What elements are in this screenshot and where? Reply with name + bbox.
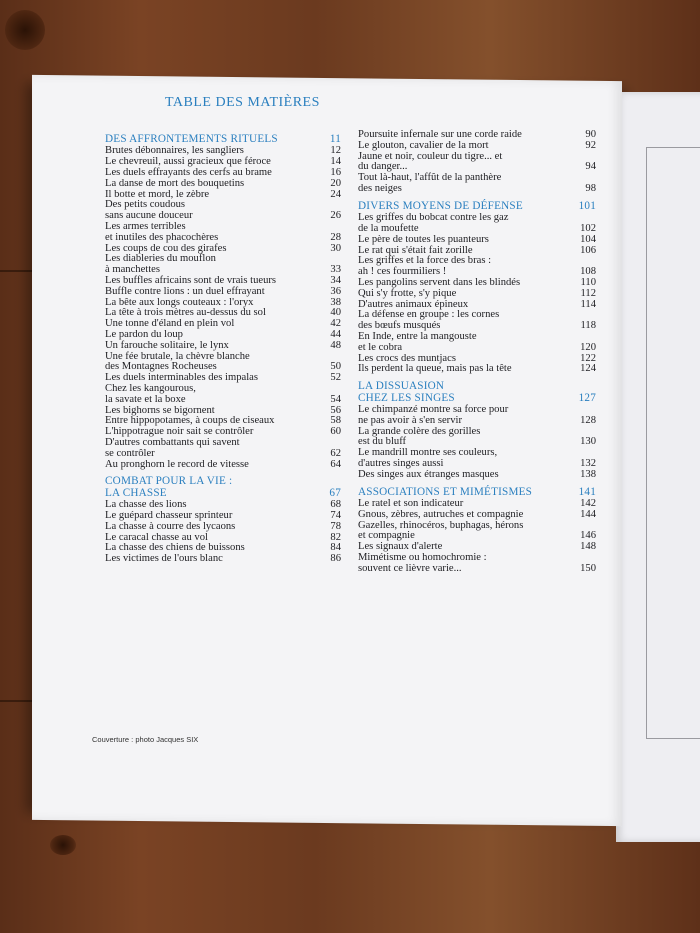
toc-entry-title: Les diableries du mouflon à manchettes — [105, 253, 216, 276]
toc-right-column — [358, 130, 596, 575]
toc-entry-title: Des petits coudous sans aucune douceur — [105, 199, 193, 222]
toc-entry-title: Les coups de cou des girafes — [105, 242, 227, 254]
toc-page-number: 128 — [580, 414, 596, 426]
toc-entry — [358, 521, 596, 543]
toc-section-heading — [358, 487, 596, 498]
toc-page-number: 101 — [578, 199, 596, 212]
toc-entry-title: Le pardon du loup — [105, 328, 183, 340]
toc-page-number: 50 — [330, 361, 341, 373]
toc-entry-title: Les griffes et la force des bras : ah ! ces fourmiliers ! — [358, 255, 492, 278]
toc-entry — [105, 384, 341, 406]
toc-page-number: 110 — [580, 276, 596, 288]
toc-page-number: 82 — [330, 531, 341, 543]
wood-knot — [5, 10, 45, 50]
toc-entry-title: Brutes débonnaires, les sangliers — [105, 145, 244, 157]
toc-entry-title: Le glouton, cavalier de la mort — [358, 139, 489, 151]
toc-page-number: 68 — [330, 499, 341, 511]
toc-entry-title: Les griffes du bobcat contre les gaz de la moufette — [358, 212, 509, 234]
toc-section-title: ASSOCIATIONS ET MIMÉTISMES — [358, 485, 533, 498]
toc-entry-title: Les armes terribles et inutiles des phacochères — [105, 221, 219, 243]
toc-page-number: 33 — [330, 264, 341, 276]
toc-entry — [358, 364, 596, 375]
toc-entry-title: La grande colère des gorilles est du bluff — [358, 425, 481, 448]
toc-entry — [358, 553, 596, 575]
toc-entry-title: Le père de toutes les puanteurs — [358, 233, 489, 245]
toc-entry-title: Les duels effrayants des cerfs au brame — [105, 167, 272, 179]
toc-entry — [105, 200, 341, 222]
toc-entry-title: Entre hippopotames, à coups de ciseaux — [105, 415, 275, 427]
toc-entry — [358, 173, 596, 195]
toc-entry-title: Les signaux d'alerte — [358, 541, 443, 553]
toc-page-number: 144 — [580, 508, 596, 520]
toc-entry-title: Le chimpanzé montre sa force pour ne pas avoir à s'en servir — [358, 404, 509, 426]
toc-page-number: 14 — [330, 156, 341, 168]
toc-entry-title: Qui s'y frotte, s'y pique — [358, 287, 457, 299]
toc-page-number: 58 — [330, 415, 341, 427]
toc-page-number: 48 — [330, 339, 341, 351]
toc-entry-title: La bête aux longs couteaux : l'oryx — [105, 296, 254, 308]
toc-page-number: 64 — [330, 458, 341, 470]
toc-entry-title: Les duels interminables des impalas — [105, 372, 258, 384]
toc-page-number: 36 — [330, 285, 341, 297]
toc-page-number: 40 — [330, 307, 341, 319]
toc-page-number: 138 — [580, 468, 596, 480]
toc-page-number: 120 — [580, 341, 596, 353]
toc-page-number: 90 — [585, 129, 596, 140]
toc-page-number: 94 — [585, 161, 596, 173]
toc-entry — [105, 222, 341, 244]
facing-page-frame — [646, 147, 700, 739]
toc-entry-title: Des singes aux étranges masques — [358, 468, 499, 480]
toc-entry-title: Un farouche solitaire, le lynx — [105, 339, 229, 351]
toc-entry-title: Les victimes de l'ours blanc — [105, 553, 223, 565]
toc-page-number: 127 — [578, 391, 596, 404]
toc-entry-title: Le ratel et son indicateur — [358, 498, 464, 509]
toc-page-number: 84 — [330, 542, 341, 554]
toc-entry-title: La tête à trois mètres au-dessus du sol — [105, 307, 266, 319]
toc-page-number: 42 — [330, 318, 341, 330]
toc-title: TABLE DES MATIÈRES — [165, 95, 320, 110]
toc-page-number: 30 — [330, 242, 341, 254]
toc-page-number: 141 — [578, 485, 596, 498]
toc-entry-title: La danse de mort des bouquetins — [105, 177, 245, 189]
toc-page-number: 56 — [330, 404, 341, 416]
toc-section-title: DES AFFRONTEMENTS RITUELS — [105, 133, 278, 145]
toc-entry — [358, 470, 596, 481]
toc-page-number: 130 — [580, 436, 596, 448]
toc-entry-title: Une tonne d'éland en plein vol — [105, 318, 235, 330]
toc-entry — [105, 352, 341, 374]
toc-entry-title: Le caracal chasse au vol — [105, 531, 208, 543]
toc-page-number: 16 — [330, 167, 341, 179]
toc-entry-title: Il botte et mord, le zèbre — [105, 188, 210, 200]
toc-section-heading — [105, 134, 341, 145]
toc-entry-title: Les pangolins servent dans les blindés — [358, 276, 521, 288]
toc-page-number: 28 — [330, 231, 341, 243]
toc-section-title: COMBAT POUR LA VIE : LA CHASSE — [105, 475, 233, 499]
toc-entry — [358, 235, 596, 246]
toc-entry-title: Tout là-haut, l'affût de la panthère des neiges — [358, 172, 502, 194]
toc-entry — [358, 332, 596, 354]
toc-entry — [105, 522, 341, 533]
toc-entry — [105, 287, 341, 298]
toc-entry — [105, 438, 341, 460]
toc-entry-title: Le mandrill montre ses couleurs, d'autres singes aussi — [358, 447, 498, 469]
toc-page-number: 98 — [585, 182, 596, 194]
toc-left-column — [105, 128, 341, 565]
toc-page-number: 26 — [330, 210, 341, 222]
toc-entry — [358, 256, 596, 278]
toc-page-number: 62 — [330, 447, 341, 459]
toc-entry — [358, 405, 596, 427]
toc-page-number: 102 — [580, 223, 596, 234]
toc-section-heading — [358, 201, 596, 212]
toc-entry — [105, 554, 341, 565]
toc-page-number: 78 — [330, 520, 341, 532]
toc-page-number: 34 — [330, 274, 341, 286]
toc-entry — [358, 310, 596, 332]
toc-page-number: 86 — [330, 553, 341, 565]
toc-page-number: 148 — [580, 541, 596, 553]
toc-entry-title: Les crocs des muntjacs — [358, 352, 456, 364]
toc-entry — [358, 213, 596, 235]
toc-entry-title: L'hippotrague noir sait se contrôler — [105, 426, 254, 438]
toc-entry — [105, 341, 341, 352]
toc-entry-title: Buffle contre lions : un duel effrayant — [105, 285, 265, 297]
toc-entry-title: Le guépard chasseur sprinteur — [105, 509, 233, 521]
toc-page-number: 12 — [330, 145, 341, 157]
toc-entry — [105, 254, 341, 276]
toc-page-number: 54 — [330, 393, 341, 405]
toc-page-number: 146 — [580, 530, 596, 542]
toc-page-number: 24 — [330, 188, 341, 200]
toc-page-number: 20 — [330, 177, 341, 189]
toc-entry — [358, 427, 596, 449]
toc-entry-title: En Inde, entre la mangouste et le cobra — [358, 330, 477, 353]
toc-entry — [358, 289, 596, 300]
toc-page-number: 112 — [580, 287, 596, 299]
toc-page-number: 106 — [580, 244, 596, 256]
toc-entry-title: Chez les kangourous, la savate et la boxe — [105, 382, 196, 405]
toc-page-number: 74 — [330, 509, 341, 521]
toc-entry — [358, 510, 596, 521]
toc-page-number: 150 — [580, 562, 596, 574]
toc-entry-title: Poursuite infernale sur une corde raide — [358, 129, 522, 140]
toc-entry — [358, 448, 596, 470]
toc-entry-title: Le rat qui s'était fait zorille — [358, 244, 473, 256]
toc-page-number: 124 — [580, 363, 596, 375]
cover-credit: Couverture : photo Jacques SIX — [92, 735, 199, 744]
toc-entry — [105, 460, 341, 471]
toc-section-title: DIVERS MOYENS DE DÉFENSE — [358, 199, 523, 212]
toc-section-heading — [105, 476, 341, 499]
toc-entry-title: Les buffles africains sont de vrais tueurs — [105, 274, 277, 286]
toc-entry-title: Gazelles, rhinocéros, buphagas, hérons et compagnie — [358, 519, 524, 542]
toc-page-number: 142 — [580, 498, 596, 509]
toc-section-heading — [358, 381, 596, 404]
toc-page-number: 104 — [580, 233, 596, 245]
toc-entry-title: La défense en groupe : les cornes des bœufs musqués — [358, 309, 500, 332]
toc-entry-title: La chasse des chiens de buissons — [105, 542, 245, 554]
toc-entry-title: La chasse des lions — [105, 499, 187, 511]
toc-entry-title: Ils perdent la queue, mais pas la tête — [358, 363, 512, 375]
toc-page-number: 122 — [580, 352, 596, 364]
toc-page-number: 132 — [580, 457, 596, 469]
toc-entry — [358, 141, 596, 152]
toc-page-number: 92 — [585, 139, 596, 151]
toc-entry-title: Au pronghorn le record de vitesse — [105, 458, 249, 470]
toc-entry — [105, 179, 341, 190]
toc-entry-title: D'autres combattants qui savent se contrôler — [105, 436, 240, 459]
toc-entry-title: Mimétisme ou homochromie : souvent ce lièvre varie... — [358, 551, 487, 574]
toc-page-number: 38 — [330, 296, 341, 308]
toc-entry-title: Jaune et noir, couleur du tigre... et du danger... — [358, 150, 503, 173]
toc-entry-title: D'autres animaux épineux — [358, 298, 469, 310]
toc-page-number: 44 — [330, 328, 341, 340]
toc-page-number: 118 — [580, 320, 596, 332]
toc-entry-title: La chasse à courre des lycaons — [105, 520, 236, 532]
toc-page-number: 11 — [329, 133, 341, 145]
toc-entry-title: Gnous, zèbres, autruches et compagnie — [358, 508, 524, 520]
toc-entry-title: Une fée brutale, la chèvre blanche des Montagnes Rocheuses — [105, 350, 250, 373]
toc-page-number: 114 — [580, 298, 596, 310]
toc-section-title: LA DISSUASION CHEZ LES SINGES — [358, 380, 455, 404]
toc-page-number: 60 — [330, 426, 341, 438]
toc-entry — [358, 152, 596, 174]
toc-entry-title: Le chevreuil, aussi gracieux que féroce — [105, 156, 271, 168]
wood-knot — [50, 835, 76, 855]
toc-page-number: 67 — [329, 486, 341, 499]
toc-page-number: 52 — [330, 372, 341, 384]
toc-entry-title: Les bighorns se bigornent — [105, 404, 215, 416]
toc-page-number: 108 — [580, 266, 596, 278]
